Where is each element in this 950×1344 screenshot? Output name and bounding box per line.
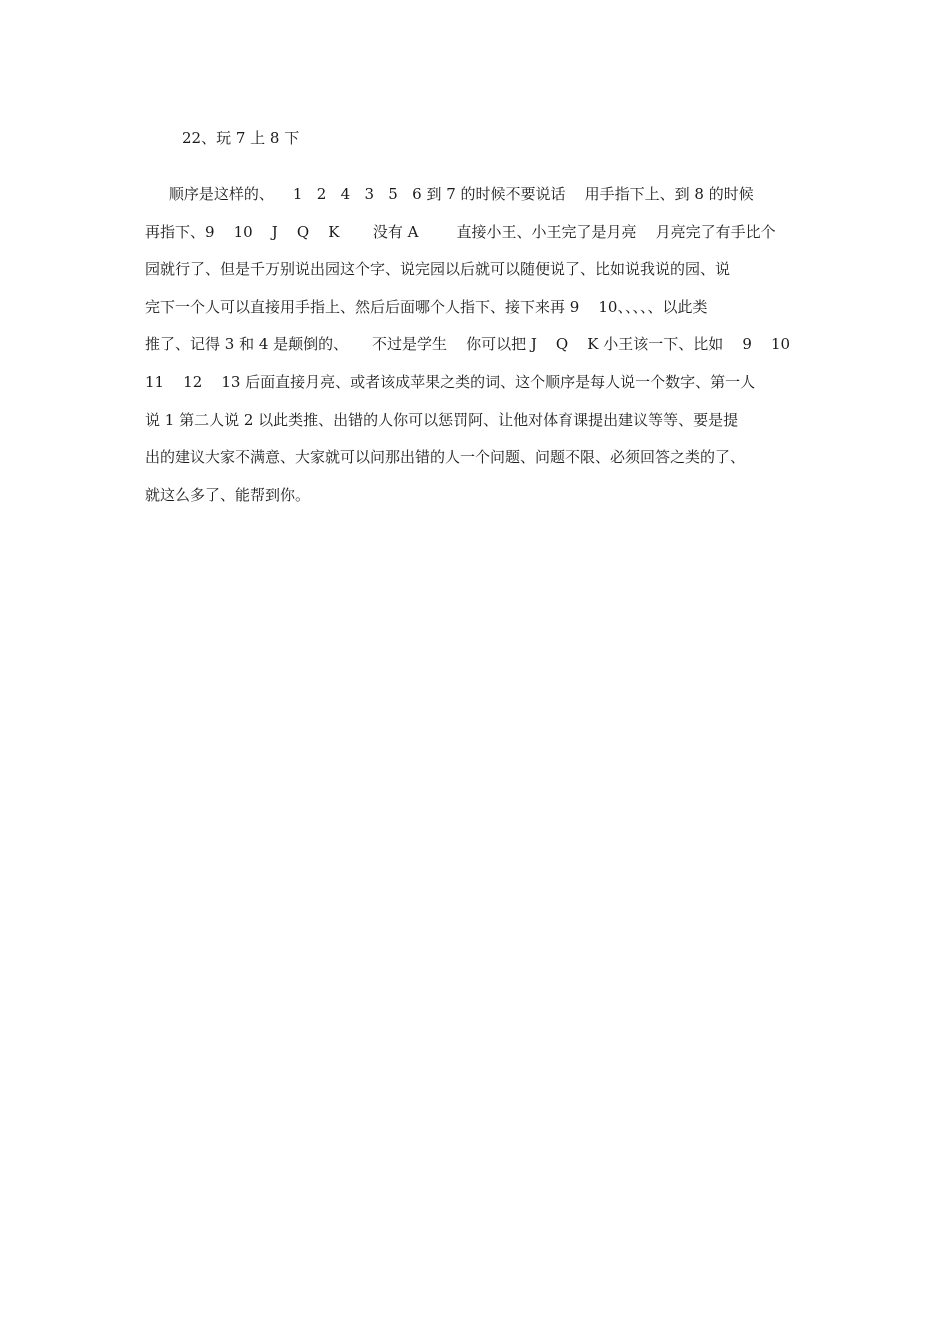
text-line: 就这么多了、能帮到你。 <box>145 485 311 504</box>
text-line: 11 12 13 后面直接月亮、或者该成苹果之类的词、这个顺序是每人说一个数字、第一人 <box>145 372 756 391</box>
text-line: 园就行了、但是千万别说出园这个字、说完园以后就可以随便说了、比如说我说的园、说 <box>145 260 731 279</box>
text-line: 推了、记得 3 和 4 是颠倒的、 不过是学生 你可以把 J Q K 小王该一下、比如 9 10 <box>145 335 791 354</box>
text-line: 完下一个人可以直接用手指上、然后后面哪个人指下、接下来再 9 10、、、、、以此类 <box>145 297 708 316</box>
body-paragraph <box>145 183 825 521</box>
text-line: 出的建议大家不满意、大家就可以问那出错的人一个问题、问题不限、必须回答之类的了、 <box>145 448 746 467</box>
text-line: 顺序是这样的、 1 2 4 3 5 6 到 7 的时候不要说话 用手指下上、到 8 的时候 <box>145 185 754 203</box>
text-line: 说 1 第二人说 2 以此类推、出错的人你可以惩罚阿、让他对体育课提出建议等等、要是提 <box>145 410 739 429</box>
text-line: 再指下、9 10 J Q K 没有 A 直接小王、小王完了是月亮 月亮完了有手比个 <box>145 222 776 241</box>
section-heading: 22、玩 7 上 8 下 <box>182 129 300 147</box>
